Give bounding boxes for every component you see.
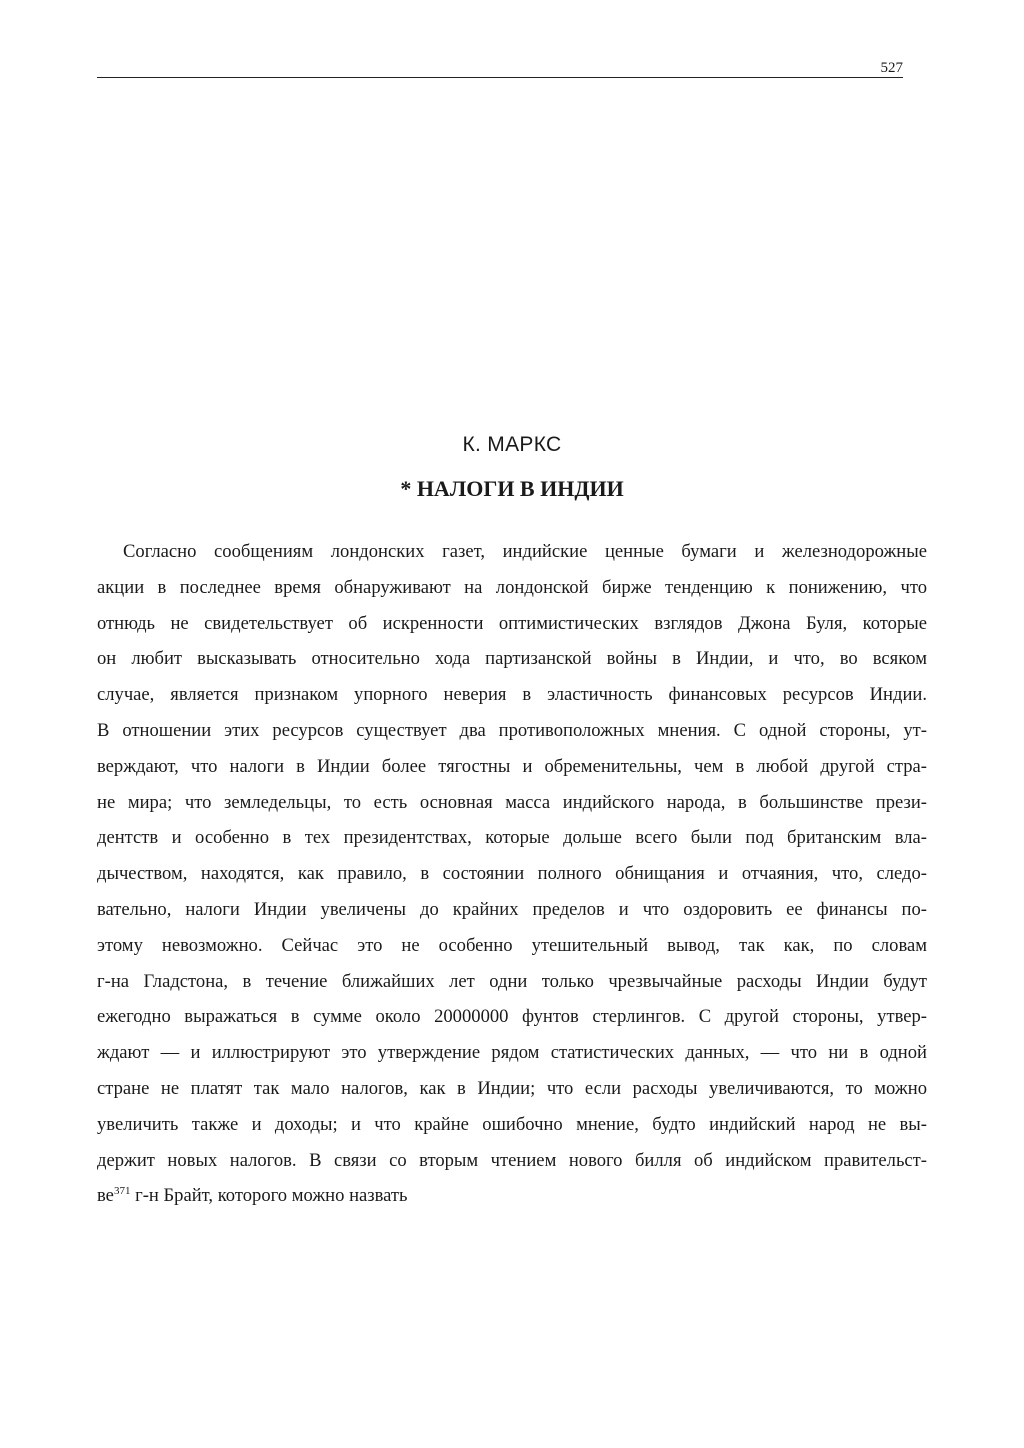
body-line: вательно, налоги Индии увеличены до крайних пределов и что оздоровить ее финансы по- <box>97 898 927 920</box>
body-line: стране не платят так мало налогов, как в Индии; что если расходы увеличиваются, то можно <box>97 1077 927 1099</box>
body-line: дентств и особенно в тех президентствах, которые дольше всего были под британским вла- <box>97 827 927 849</box>
body-line-last <box>97 1178 927 1214</box>
last-line-start: ве <box>97 1185 114 1207</box>
body-line: ежегодно выражаться в сумме около 20000000 фунтов стерлингов. С другой стороны, утвер- <box>97 1006 927 1028</box>
article-body <box>97 534 927 1214</box>
article-author: К. МАРКС <box>462 433 562 456</box>
page-number: 527 <box>880 60 903 76</box>
body-line: не мира; что земледельцы, то есть основная масса индийского народа, в большинстве прези- <box>97 791 927 813</box>
body-line: В отношении этих ресурсов существует два противоположных мнения. С одной стороны, ут- <box>97 719 927 741</box>
header-rule <box>97 77 903 78</box>
body-line: этому невозможно. Сейчас это не особенно утешительный вывод, так как, по словам <box>97 934 927 956</box>
footnote-reference[interactable]: 371 <box>113 1185 131 1198</box>
body-line: увеличить также и доходы; и что крайне ошибочно мнение, будто индийский народ не вы- <box>97 1113 927 1135</box>
article-title: * НАЛОГИ В ИНДИИ <box>400 476 624 501</box>
body-line: верждают, что налоги в Индии более тягостны и обременительны, чем в любой другой стра- <box>97 755 927 777</box>
body-line: отнюдь не свидетельствует об искренности оптимистических взглядов Джона Буля, которые <box>97 612 927 634</box>
body-line: ждают — и иллюстрируют это утверждение рядом статистических данных, — что ни в одной <box>97 1042 927 1064</box>
body-line: дычеством, находятся, как правило, в состоянии полного обнищания и отчаяния, что, следо- <box>97 863 927 885</box>
body-line: держит новых налогов. В связи со вторым чтением нового билля об индийском правительст- <box>97 1149 927 1171</box>
body-line: Согласно сообщениям лондонских газет, индийские ценные бумаги и железнодорожные <box>123 541 927 562</box>
body-line: г-на Гладстона, в течение ближайших лет одни только чрезвычайные расходы Индии будут <box>97 970 927 992</box>
last-line-end: г-н Брайт, которого можно назвать <box>130 1185 408 1207</box>
body-line: акции в последнее время обнаруживают на лондонской бирже тенденцию к понижению, что <box>97 576 927 598</box>
body-line: случае, является признаком упорного неверия в эластичность финансовых ресурсов Индии. <box>97 684 927 706</box>
body-line: он любит высказывать относительно хода партизанской войны в Индии, и что, во всяком <box>97 648 927 670</box>
